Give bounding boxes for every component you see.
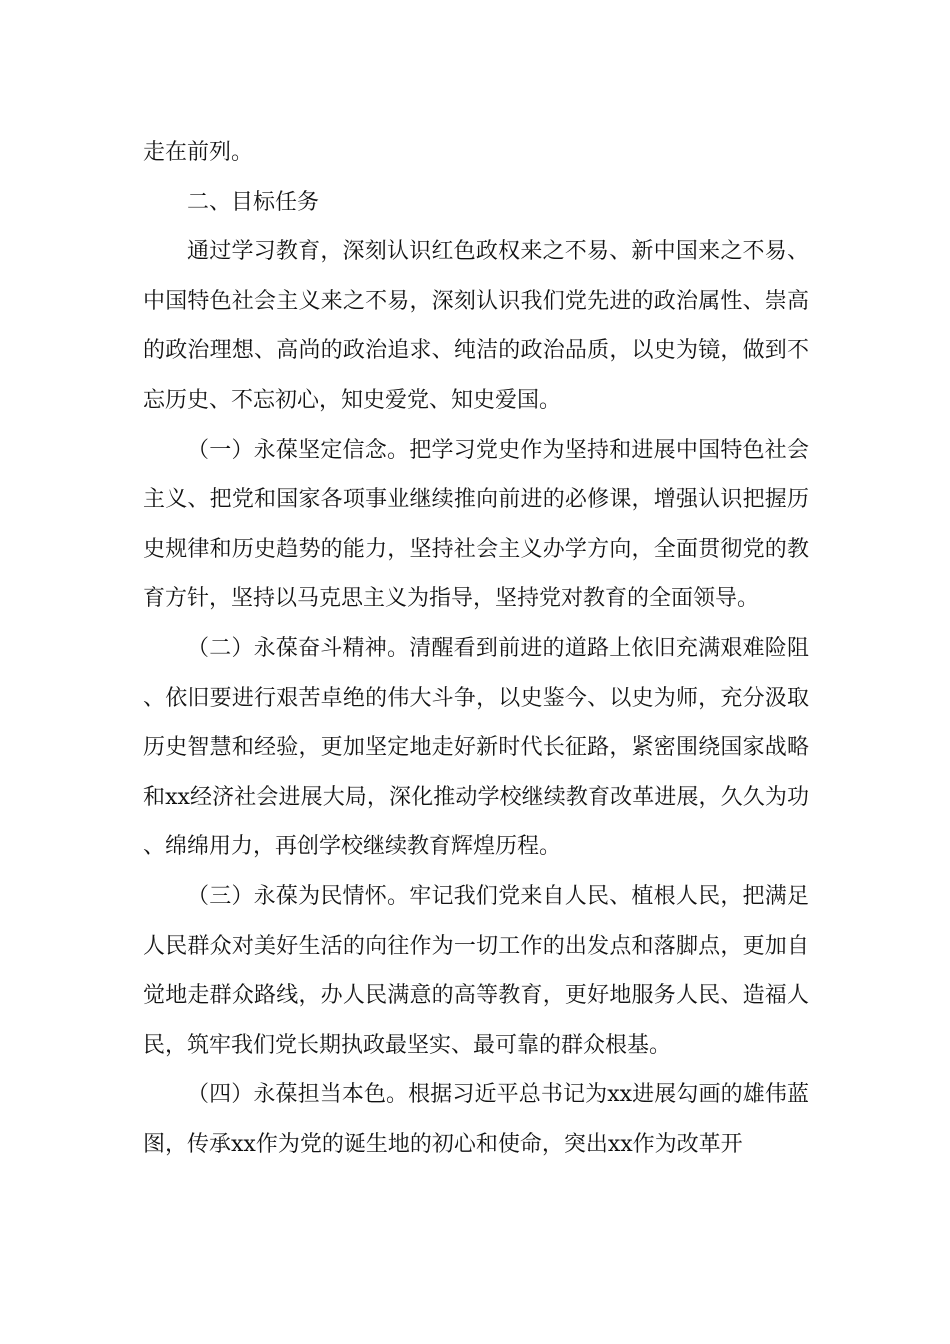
paragraph-intro: 通过学习教育，深刻认识红色政权来之不易、新中国来之不易、中国特色社会主义来之不易，深刻认识我们党先进的政治属性、崇高的政治理想、高尚的政治追求、纯洁的政治品质，以史为镜，做到不忘历史、不忘初心，知史爱党、知史爱国。 <box>143 239 809 413</box>
paragraph-item-1: （一）永葆坚定信念。把学习党史作为坚持和进展中国特色社会主义、把党和国家各项事业继续推向前进的必修课，增强认识把握历史规律和历史趋势的能力，坚持社会主义办学方向，全面贯彻党的教育方针，坚持以马克思主义为指导，坚持党对教育的全面领导。 <box>143 437 809 612</box>
document-body <box>143 128 809 1169</box>
section-heading: 二、目标任务 <box>187 189 320 215</box>
paragraph-item-4: （四）永葆担当本色。根据习近平总书记为xx进展勾画的雄伟蓝图，传承xx作为党的诞生地的初心和使命，突出xx作为改革开 <box>143 1082 809 1157</box>
paragraph-continuation: 走在前列。 <box>143 140 254 165</box>
paragraph-item-3: （三）永葆为民情怀。牢记我们党来自人民、植根人民，把满足人民群众对美好生活的向往作为一切工作的出发点和落脚点，更加自觉地走群众路线，办人民满意的高等教育，更好地服务人民、造福人民，筑牢我们党长期执政最坚实、最可靠的群众根基。 <box>143 883 809 1058</box>
paragraph-item-2: （二）永葆奋斗精神。清醒看到前进的道路上依旧充满艰难险阻、依旧要进行艰苦卓绝的伟大斗争，以史鉴今、以史为师，充分汲取历史智慧和经验，更加坚定地走好新时代长征路，紧密围绕国家战略和xx经济社会进展大局，深化推动学校继续教育改革进展，久久为功、绵绵用力，再创学校继续教育辉煌历程。 <box>143 635 809 860</box>
